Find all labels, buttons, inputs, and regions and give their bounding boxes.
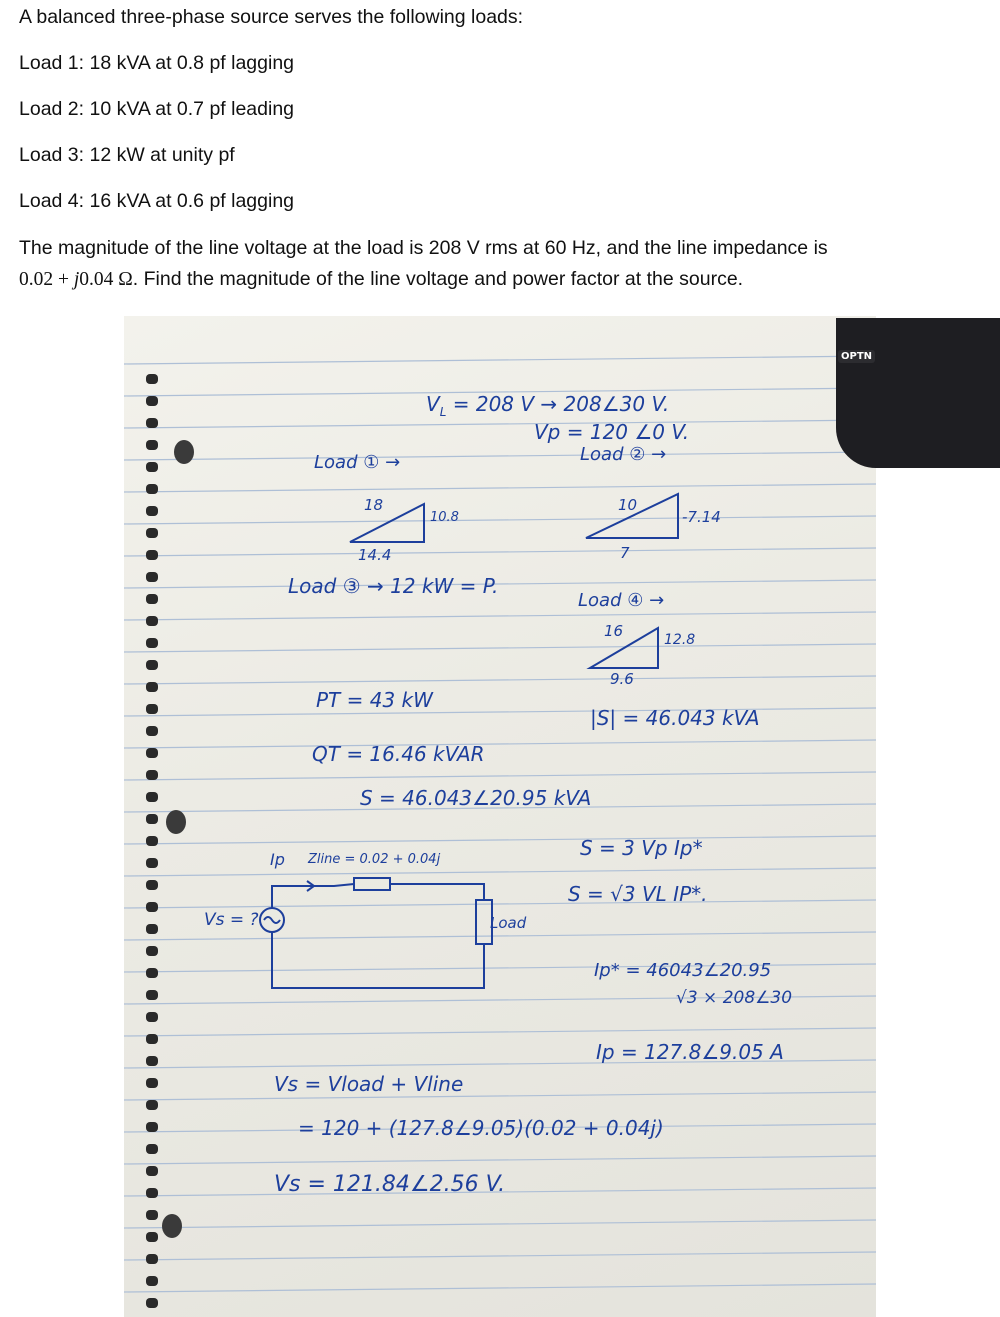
source-voltage-unknown: Vs = ? [204, 910, 259, 930]
triangle-load-1 [350, 504, 424, 542]
notebook-photo [124, 316, 876, 1317]
load-3-line: Load 3: 12 kW at unity pf [19, 144, 235, 166]
load-3-note: Load ③ → 12 kW = P. [288, 574, 499, 598]
notebook-page-art [124, 316, 876, 1317]
kvl-substitution: = 120 + (127.8∠9.05)(0.02 + 0.04j) [298, 1116, 664, 1140]
impedance-real: 0.02 [19, 269, 54, 290]
source-voltage-result: Vs = 121.84∠2.56 V. [274, 1172, 506, 1197]
triangle-load-4 [590, 628, 658, 668]
complex-power: S = 46.043∠20.95 kVA [360, 786, 592, 810]
load-1-line: Load 1: 18 kVA at 0.8 pf lagging [19, 52, 295, 74]
current-label: Ip [270, 850, 285, 869]
phase-current-result: Ip = 127.8∠9.05 A [596, 1040, 784, 1064]
triangle-4-side: 12.8 [664, 632, 696, 648]
impedance-value [19, 269, 133, 290]
triangle-2-side: -7.14 [682, 508, 721, 526]
kvl-equation: Vs = Vload + Vline [274, 1072, 464, 1096]
total-reactive-power: QT = 16.46 kVAR [312, 742, 485, 766]
line-impedance-label: Zline = 0.02 + 0.04j [308, 852, 441, 867]
paragraph-line-2: . Find the magnitude of the line voltage and power factor at the source. [132, 268, 744, 290]
power-equation-phase: S = 3 Vp Ip* [580, 836, 703, 860]
vl-subscript: L [439, 405, 447, 419]
power-equation-line: S = √3 VL IP*. [568, 882, 708, 906]
spiral-binding [146, 374, 158, 1308]
conjugate-current-denominator: √3 × 208∠30 [676, 988, 793, 1008]
vl-symbol: V [426, 392, 440, 416]
problem-intro: A balanced three-phase source serves the following loads: [19, 6, 524, 28]
problem-statement [0, 0, 1000, 310]
triangle-2-hyp: 10 [618, 496, 638, 514]
conjugate-current-eq: Ip* = 46043∠20.95 [594, 960, 772, 981]
calculator-corner [836, 318, 1000, 468]
load-4-label: Load ④ → [578, 590, 665, 611]
triangle-2-base: 7 [620, 544, 630, 562]
impedance-plus: + [53, 269, 74, 290]
impedance-imag: 0.04 Ω [79, 269, 133, 290]
line-voltage-note [426, 392, 669, 419]
triangle-4-hyp: 16 [604, 622, 624, 640]
paragraph-line-1: The magnitude of the line voltage at the load is 208 V rms at 60 Hz, and the line impedance is [19, 237, 828, 259]
problem-paragraph [19, 233, 981, 295]
load-2-line: Load 2: 10 kVA at 0.7 pf leading [19, 98, 295, 120]
load-2-label: Load ② → [580, 444, 667, 465]
load-1-label: Load ① → [314, 452, 401, 473]
triangle-1-base: 14.4 [358, 546, 392, 564]
calculator-optn-key: OPTN [838, 350, 875, 363]
load-4-line: Load 4: 16 kVA at 0.6 pf lagging [19, 190, 295, 212]
phase-voltage-note: Vp = 120 ∠0 V. [534, 420, 690, 444]
circuit-diagram [260, 878, 492, 988]
line-impedance-box [354, 878, 390, 890]
vl-value: = 208 V → 208∠30 V. [452, 392, 670, 416]
triangle-1-side: 10.8 [430, 510, 459, 525]
punch-holes [162, 440, 194, 1238]
triangle-4-base: 9.6 [610, 670, 634, 688]
total-real-power: PT = 43 kW [316, 688, 433, 712]
ruled-lines [124, 356, 876, 1292]
apparent-power-magnitude: |S| = 46.043 kVA [590, 706, 760, 730]
load-box-label: Load [490, 914, 527, 932]
impedance-j: j [73, 269, 80, 290]
triangle-1-hyp: 18 [364, 496, 384, 514]
